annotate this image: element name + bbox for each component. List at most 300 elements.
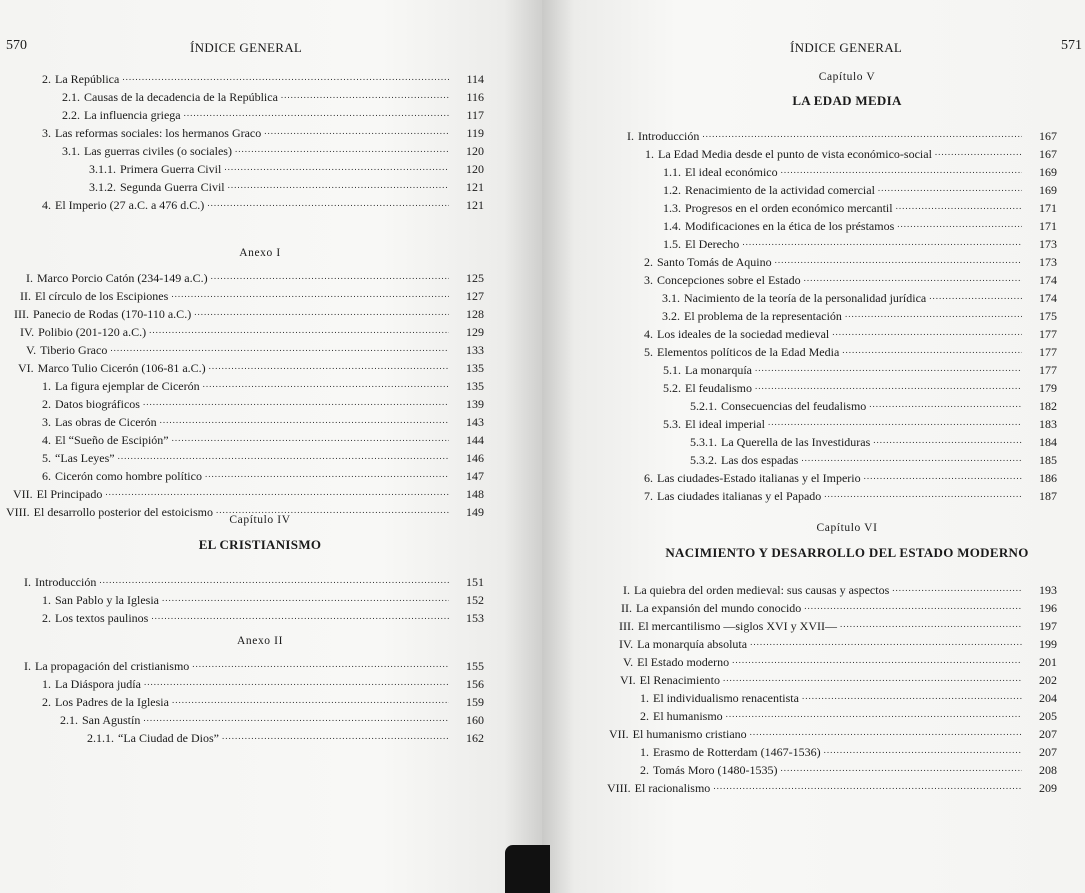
- toc-entry-page: 179: [1039, 381, 1057, 395]
- toc-entry-title: Primera Guerra Civil: [120, 162, 222, 176]
- dot-leader: [780, 764, 1022, 774]
- dot-leader: [896, 202, 1022, 212]
- dot-leader: [726, 710, 1022, 720]
- toc-entry-title: Segunda Guerra Civil: [120, 180, 225, 194]
- toc-entry-title: Santo Tomás de Aquino: [657, 255, 772, 269]
- toc-entry: [42, 469, 484, 483]
- toc-entry: [662, 291, 1057, 305]
- running-head-right: ÍNDICE GENERAL: [790, 40, 903, 55]
- toc-entry: [26, 271, 484, 285]
- toc-entry-number: 3.: [42, 126, 51, 140]
- toc-entry-number: 1.3.: [663, 201, 681, 215]
- toc-entry-title: La figura ejemplar de Cicerón: [55, 379, 200, 393]
- toc-entry: [42, 379, 484, 393]
- toc-entry: [644, 327, 1057, 341]
- dot-leader: [897, 220, 1022, 230]
- toc-entry-number: 1.4.: [663, 219, 681, 233]
- toc-entry-page: 121: [466, 180, 484, 194]
- toc-entry-title: El racionalismo: [634, 781, 711, 795]
- toc-entry: [644, 273, 1057, 287]
- book-spine-shadow: [505, 845, 550, 893]
- toc-entry-title: “Las Leyes”: [55, 451, 115, 465]
- toc-entry-number: 5.3.2.: [690, 453, 717, 467]
- toc-entry: [690, 435, 1057, 449]
- toc-entry-title: Tomás Moro (1480-1535): [653, 763, 778, 777]
- toc-entry-title: San Agustín: [82, 713, 141, 727]
- toc-entry-page: 207: [1039, 745, 1057, 759]
- toc-entry-number: VI.: [620, 673, 636, 687]
- dot-leader: [755, 364, 1022, 374]
- toc-entry: [24, 659, 484, 673]
- toc-entry-title: Concepciones sobre el Estado: [657, 273, 801, 287]
- dot-leader: [149, 326, 449, 336]
- toc-entry: [607, 781, 1057, 795]
- capitulo-vi-label: Capítulo VI: [816, 522, 878, 534]
- toc-entry: [60, 713, 484, 727]
- dot-leader: [143, 398, 449, 408]
- toc-entry-number: 5.3.: [663, 417, 681, 431]
- toc-list-right: [542, 0, 1085, 893]
- toc-entry-title: La República: [55, 72, 120, 86]
- toc-entry-title: El humanismo cristiano: [632, 727, 747, 741]
- toc-entry-page: 187: [1039, 489, 1057, 503]
- dot-leader: [211, 272, 449, 282]
- dot-leader: [750, 728, 1022, 738]
- toc-entry-number: 3.: [644, 273, 653, 287]
- toc-entry-number: 2.: [42, 695, 51, 709]
- toc-entry-number: 2.: [42, 397, 51, 411]
- toc-entry-title: La quiebra del orden medieval: sus causas y aspectos: [634, 583, 890, 597]
- toc-entry-title: Marco Tulio Cicerón (106-81 a.C.): [37, 361, 206, 375]
- dot-leader: [118, 452, 449, 462]
- toc-entry: [62, 144, 484, 158]
- toc-entry-title: Introducción: [35, 575, 97, 589]
- toc-entry: [62, 108, 484, 122]
- dot-leader: [144, 678, 449, 688]
- toc-entry-page: 177: [1039, 363, 1057, 377]
- toc-entry-number: 2.: [644, 255, 653, 269]
- toc-entry-page: 129: [466, 325, 484, 339]
- toc-entry-title: El feudalismo: [685, 381, 752, 395]
- toc-entry-title: La expansión del mundo conocido: [636, 601, 802, 615]
- dot-leader: [804, 602, 1022, 612]
- toc-entry-number: 1.: [42, 677, 51, 691]
- toc-entry: [640, 763, 1057, 777]
- toc-entry-number: 3.1.: [62, 144, 80, 158]
- toc-entry-page: 173: [1039, 255, 1057, 269]
- toc-entry-title: Tiberio Graco: [40, 343, 108, 357]
- toc-entry: [42, 451, 484, 465]
- dot-leader: [192, 660, 449, 670]
- toc-entry-number: 2.1.: [60, 713, 78, 727]
- toc-entry: [42, 72, 484, 86]
- dot-leader: [723, 674, 1022, 684]
- toc-entry-page: 135: [466, 379, 484, 393]
- toc-entry-number: 1.: [42, 379, 51, 393]
- dot-leader: [224, 163, 449, 173]
- toc-entry-page: 171: [1039, 201, 1057, 215]
- dot-leader: [172, 434, 449, 444]
- toc-entry-title: El mercantilismo —siglos XVI y XVII—: [638, 619, 837, 633]
- toc-entry-number: VII.: [13, 487, 33, 501]
- toc-entry-title: Progresos en el orden económico mercantil: [685, 201, 893, 215]
- dot-leader: [842, 346, 1022, 356]
- dot-leader: [869, 400, 1022, 410]
- toc-entry-page: 167: [1039, 147, 1057, 161]
- toc-entry-page: 182: [1039, 399, 1057, 413]
- toc-entry-number: 3.: [42, 415, 51, 429]
- toc-entry-page: 125: [466, 271, 484, 285]
- toc-entry: [18, 361, 484, 375]
- toc-entry-number: I.: [26, 271, 33, 285]
- dot-leader: [768, 418, 1022, 428]
- dot-leader: [205, 470, 449, 480]
- dot-leader: [732, 656, 1022, 666]
- toc-entry-number: I.: [627, 129, 634, 143]
- toc-entry-page: 167: [1039, 129, 1057, 143]
- anexo-ii-heading: Anexo II: [237, 635, 283, 647]
- dot-leader: [929, 292, 1022, 302]
- dot-leader: [105, 488, 449, 498]
- toc-entry: [663, 381, 1057, 395]
- toc-entry: [42, 695, 484, 709]
- toc-entry-number: III.: [14, 307, 29, 321]
- toc-entry-page: 171: [1039, 219, 1057, 233]
- toc-entry-number: 1.: [640, 745, 649, 759]
- dot-leader: [172, 696, 449, 706]
- toc-entry: [42, 433, 484, 447]
- toc-entry-page: 162: [466, 731, 484, 745]
- dot-leader: [824, 746, 1022, 756]
- toc-entry-number: III.: [619, 619, 634, 633]
- toc-entry-number: VII.: [609, 727, 629, 741]
- dot-leader: [203, 380, 449, 390]
- dot-leader: [935, 148, 1022, 158]
- toc-entry: [6, 505, 484, 519]
- dot-leader: [99, 576, 449, 586]
- toc-entry-page: 119: [466, 126, 484, 140]
- toc-entry: [26, 343, 484, 357]
- toc-entry-page: 143: [466, 415, 484, 429]
- toc-entry-title: Las ciudades italianas y el Papado: [657, 489, 822, 503]
- toc-entry-title: Elementos políticos de la Edad Media: [657, 345, 840, 359]
- dot-leader: [171, 290, 449, 300]
- toc-entry-page: 169: [1039, 183, 1057, 197]
- toc-list-left: [0, 0, 542, 893]
- toc-entry-number: 4.: [42, 433, 51, 447]
- toc-entry-page: 121: [466, 198, 484, 212]
- toc-entry-number: 2.1.1.: [87, 731, 114, 745]
- toc-entry: [42, 415, 484, 429]
- toc-entry-number: IV.: [20, 325, 35, 339]
- toc-entry-page: 209: [1039, 781, 1057, 795]
- dot-leader: [750, 638, 1022, 648]
- toc-entry-page: 114: [466, 72, 484, 86]
- toc-entry-title: Causas de la decadencia de la República: [84, 90, 278, 104]
- toc-entry: [640, 709, 1057, 723]
- toc-entry: [609, 727, 1057, 741]
- dot-leader: [713, 782, 1022, 792]
- toc-entry-number: 3.2.: [662, 309, 680, 323]
- dot-leader: [873, 436, 1022, 446]
- toc-entry-title: El Renacimiento: [639, 673, 720, 687]
- dot-leader: [264, 127, 449, 137]
- toc-entry-title: El Principado: [36, 487, 103, 501]
- toc-entry: [620, 673, 1057, 687]
- toc-entry-page: 149: [466, 505, 484, 519]
- dot-leader: [801, 454, 1022, 464]
- toc-entry: [690, 453, 1057, 467]
- toc-entry-number: VIII.: [607, 781, 631, 795]
- dot-leader: [755, 382, 1022, 392]
- toc-entry-number: I.: [24, 659, 31, 673]
- dot-leader: [702, 130, 1022, 140]
- toc-entry: [89, 162, 484, 176]
- toc-entry-number: IV.: [619, 637, 634, 651]
- toc-entry-title: El ideal imperial: [685, 417, 765, 431]
- toc-entry-title: Datos biográficos: [55, 397, 140, 411]
- dot-leader: [840, 620, 1022, 630]
- toc-entry: [627, 129, 1057, 143]
- toc-entry: [42, 593, 484, 607]
- dot-leader: [151, 612, 449, 622]
- toc-entry-number: 2.: [640, 709, 649, 723]
- toc-entry-page: 156: [466, 677, 484, 691]
- toc-entry-page: 128: [466, 307, 484, 321]
- toc-entry: [87, 731, 484, 745]
- toc-entry-page: 196: [1039, 601, 1057, 615]
- toc-entry-page: 184: [1039, 435, 1057, 449]
- toc-entry-title: El humanismo: [653, 709, 723, 723]
- dot-leader: [160, 416, 449, 426]
- toc-entry-page: 146: [466, 451, 484, 465]
- page-number-left: 570: [6, 38, 27, 53]
- toc-entry-title: La monarquía absoluta: [637, 637, 748, 651]
- toc-entry-number: 5.1.: [663, 363, 681, 377]
- dot-leader: [122, 73, 449, 83]
- toc-entry-title: Erasmo de Rotterdam (1467-1536): [653, 745, 821, 759]
- toc-entry: [619, 619, 1057, 633]
- toc-entry-number: 3.1.1.: [89, 162, 116, 176]
- toc-entry-number: 5.2.1.: [690, 399, 717, 413]
- toc-entry-page: 135: [466, 361, 484, 375]
- toc-entry-number: 2.: [640, 763, 649, 777]
- toc-entry-page: 117: [466, 108, 484, 122]
- toc-entry-number: 1.2.: [663, 183, 681, 197]
- toc-entry-page: 147: [466, 469, 484, 483]
- toc-entry: [42, 126, 484, 140]
- toc-entry-number: 5.: [644, 345, 653, 359]
- toc-entry: [42, 397, 484, 411]
- dot-leader: [804, 274, 1022, 284]
- toc-entry: [644, 489, 1057, 503]
- toc-entry-page: 144: [466, 433, 484, 447]
- toc-entry-page: 133: [466, 343, 484, 357]
- toc-entry-number: 2.2.: [62, 108, 80, 122]
- toc-entry-number: I.: [24, 575, 31, 589]
- toc-entry: [644, 255, 1057, 269]
- toc-entry-number: 1.1.: [663, 165, 681, 179]
- toc-entry-page: 160: [466, 713, 484, 727]
- toc-entry-page: 174: [1039, 291, 1057, 305]
- toc-entry: [690, 399, 1057, 413]
- toc-entry-number: 5.: [42, 451, 51, 465]
- toc-entry-title: Los Padres de la Iglesia: [55, 695, 169, 709]
- toc-entry-number: I.: [623, 583, 630, 597]
- toc-entry-title: La Querella de las Investiduras: [721, 435, 871, 449]
- toc-entry-title: Las reformas sociales: los hermanos Graco: [55, 126, 262, 140]
- toc-entry-number: 4.: [42, 198, 51, 212]
- capitulo-v-title: LA EDAD MEDIA: [792, 93, 902, 108]
- toc-entry-page: 177: [1039, 345, 1057, 359]
- toc-entry-title: El Derecho: [685, 237, 740, 251]
- toc-entry-title: Las guerras civiles (o sociales): [84, 144, 232, 158]
- dot-leader: [832, 328, 1022, 338]
- toc-entry-number: 2.: [42, 611, 51, 625]
- toc-entry-page: 197: [1039, 619, 1057, 633]
- toc-entry-title: La monarquía: [685, 363, 752, 377]
- dot-leader: [281, 91, 449, 101]
- dot-leader: [143, 714, 449, 724]
- toc-entry-page: 185: [1039, 453, 1057, 467]
- running-head-left: ÍNDICE GENERAL: [190, 40, 303, 55]
- page-number-right: 571: [1061, 38, 1082, 53]
- toc-entry-number: 1.: [645, 147, 654, 161]
- toc-entry-number: 1.: [640, 691, 649, 705]
- dot-leader: [892, 584, 1022, 594]
- toc-entry: [619, 637, 1057, 651]
- toc-entry: [663, 219, 1057, 233]
- toc-entry-page: 151: [466, 575, 484, 589]
- toc-entry-number: V.: [623, 655, 634, 669]
- toc-entry: [89, 180, 484, 194]
- toc-entry: [644, 471, 1057, 485]
- toc-entry: [20, 325, 484, 339]
- toc-entry-number: 3.1.2.: [89, 180, 116, 194]
- toc-entry-number: II.: [621, 601, 632, 615]
- toc-entry: [42, 198, 484, 212]
- toc-entry-page: 127: [466, 289, 484, 303]
- toc-entry: [662, 309, 1057, 323]
- toc-entry-title: Las obras de Cicerón: [55, 415, 157, 429]
- toc-entry-title: Los ideales de la sociedad medieval: [657, 327, 830, 341]
- toc-entry-number: 4.: [644, 327, 653, 341]
- toc-entry: [663, 201, 1057, 215]
- toc-entry-title: La Edad Media desde el punto de vista económico-social: [658, 147, 932, 161]
- dot-leader: [207, 199, 449, 209]
- dot-leader: [162, 594, 449, 604]
- dot-leader: [194, 308, 449, 318]
- toc-entry: [42, 677, 484, 691]
- toc-entry-number: 1.: [42, 593, 51, 607]
- toc-entry-number: 1.5.: [663, 237, 681, 251]
- dot-leader: [184, 109, 449, 119]
- toc-entry-title: El desarrollo posterior del estoicismo: [33, 505, 213, 519]
- toc-entry-page: 193: [1039, 583, 1057, 597]
- toc-entry-title: La propagación del cristianismo: [35, 659, 190, 673]
- toc-entry-number: 2.: [42, 72, 51, 86]
- toc-entry-title: La influencia griega: [84, 108, 181, 122]
- toc-entry-page: 120: [466, 144, 484, 158]
- toc-entry: [663, 183, 1057, 197]
- toc-entry-number: 3.1.: [662, 291, 680, 305]
- toc-entry-title: El Imperio (27 a.C. a 476 d.C.): [55, 198, 205, 212]
- toc-entry: [645, 147, 1057, 161]
- toc-entry-number: 5.2.: [663, 381, 681, 395]
- toc-entry-page: 152: [466, 593, 484, 607]
- toc-entry-title: Introducción: [638, 129, 700, 143]
- toc-entry-title: El Estado moderno: [637, 655, 730, 669]
- toc-entry: [663, 237, 1057, 251]
- toc-entry-title: El círculo de los Escipiones: [35, 289, 169, 303]
- toc-entry-number: 5.3.1.: [690, 435, 717, 449]
- toc-entry-page: 208: [1039, 763, 1057, 777]
- toc-entry-title: “La Ciudad de Dios”: [118, 731, 219, 745]
- toc-entry-title: La Diáspora judía: [55, 677, 141, 691]
- toc-entry-number: 6.: [42, 469, 51, 483]
- toc-entry-page: 177: [1039, 327, 1057, 341]
- toc-entry: [663, 363, 1057, 377]
- toc-entry-number: 7.: [644, 489, 653, 503]
- toc-entry-number: VI.: [18, 361, 34, 375]
- toc-entry-page: 139: [466, 397, 484, 411]
- toc-entry-page: 120: [466, 162, 484, 176]
- dot-leader: [216, 506, 449, 516]
- toc-entry-page: 186: [1039, 471, 1057, 485]
- toc-entry-page: 148: [466, 487, 484, 501]
- dot-leader: [781, 166, 1022, 176]
- toc-entry: [62, 90, 484, 104]
- toc-entry: [663, 165, 1057, 179]
- toc-entry-number: II.: [20, 289, 31, 303]
- dot-leader: [110, 344, 449, 354]
- capitulo-iv-title: EL CRISTIANISMO: [198, 537, 322, 552]
- dot-leader: [228, 181, 449, 191]
- toc-entry-page: 155: [466, 659, 484, 673]
- toc-entry: [644, 345, 1057, 359]
- toc-entry-title: Las ciudades-Estado italianas y el Imperio: [657, 471, 861, 485]
- toc-entry-title: Marco Porcio Catón (234-149 a.C.): [37, 271, 208, 285]
- toc-entry-page: 116: [466, 90, 484, 104]
- dot-leader: [878, 184, 1022, 194]
- toc-entry-page: 201: [1039, 655, 1057, 669]
- toc-entry-title: El individualismo renacentista: [653, 691, 799, 705]
- toc-entry-title: San Pablo y la Iglesia: [55, 593, 159, 607]
- toc-entry-page: 174: [1039, 273, 1057, 287]
- left-page: [0, 0, 542, 893]
- toc-entry-page: 159: [466, 695, 484, 709]
- toc-entry-page: 202: [1039, 673, 1057, 687]
- capitulo-v-label: Capítulo V: [818, 71, 876, 83]
- anexo-i-heading: Anexo I: [239, 247, 281, 259]
- toc-entry-title: El ideal económico: [685, 165, 778, 179]
- toc-entry-number: V.: [26, 343, 37, 357]
- dot-leader: [802, 692, 1022, 702]
- dot-leader: [864, 472, 1022, 482]
- toc-entry-title: Los textos paulinos: [55, 611, 149, 625]
- right-page: [542, 0, 1085, 893]
- toc-entry: [24, 575, 484, 589]
- toc-entry-page: 173: [1039, 237, 1057, 251]
- toc-entry-title: Consecuencias del feudalismo: [721, 399, 867, 413]
- toc-entry: [640, 745, 1057, 759]
- toc-entry-page: 183: [1039, 417, 1057, 431]
- toc-entry-page: 169: [1039, 165, 1057, 179]
- toc-entry: [623, 583, 1057, 597]
- toc-entry: [640, 691, 1057, 705]
- toc-entry: [20, 289, 484, 303]
- toc-entry-title: Polibio (201-120 a.C.): [38, 325, 147, 339]
